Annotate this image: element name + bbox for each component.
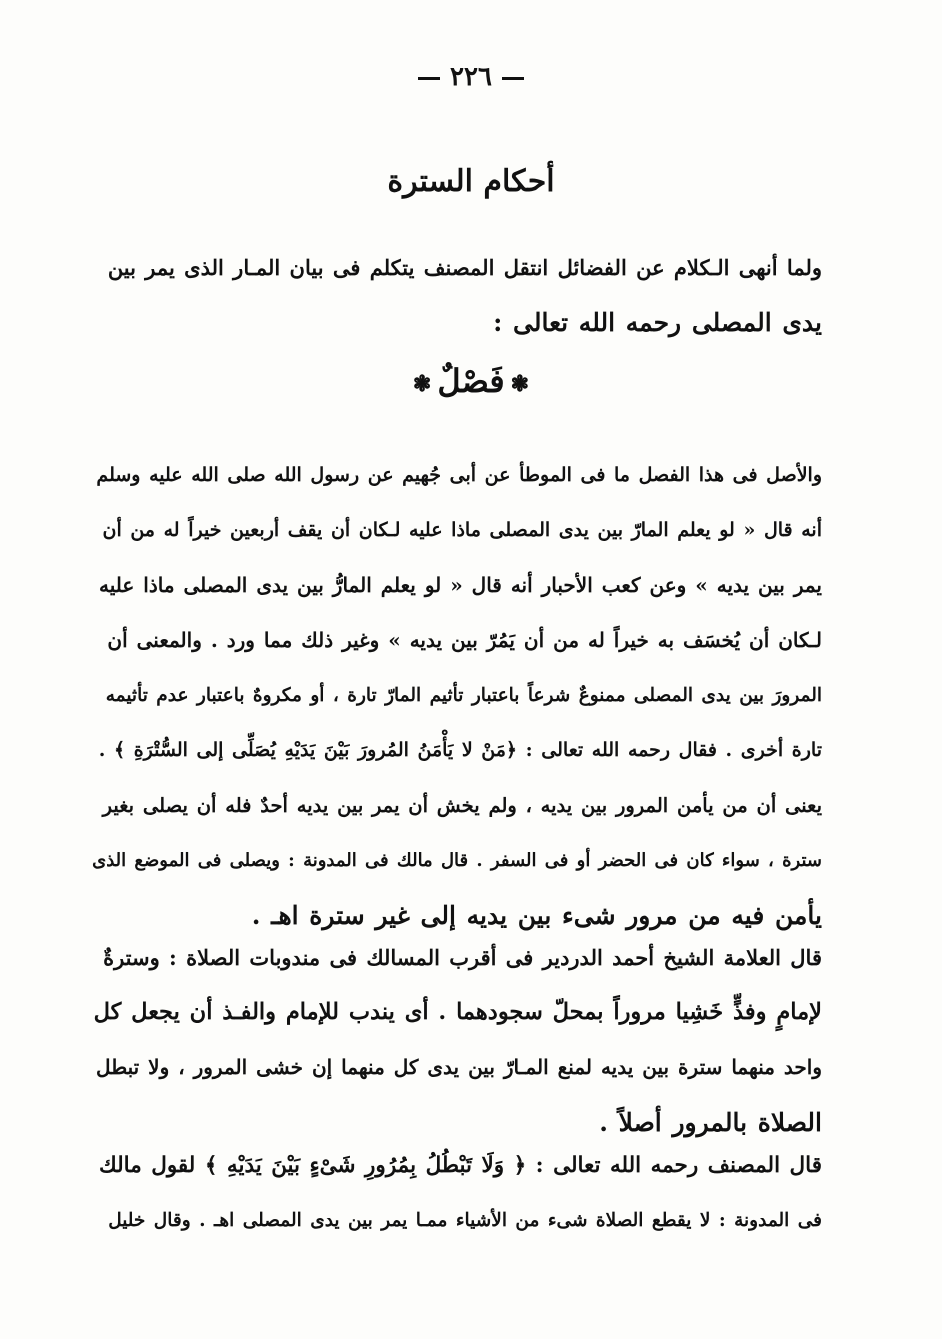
text-line: أنه قال « لو يعلم المارّ بين يدى المصلى ماذا عليه لـكان أن يقف أربعين خيراً له من أن bbox=[102, 519, 822, 541]
paragraph-dardir bbox=[92, 930, 822, 1150]
text-line: لـكان أن يُخسَف به خيراً له من أن يَمُرّ بين يديه » وغير ذلك مما ورد . والمعنى أن bbox=[107, 628, 822, 652]
text-line: واحد منهما سترة بين يديه لمنع المـارّ بين يدى كل منهما إن خشى المرور ، ولا تبطل bbox=[96, 1055, 822, 1079]
text-line: تارة أخرى . فقال رحمه الله تعالى : ﴿مَنْ لا يَأْمَنُ المُرورَ بَيْنَ يَدَيْهِ يُصَلِّى إلى السُّتْرَةِ ﴾ . bbox=[98, 739, 822, 761]
chapter-heading bbox=[0, 362, 942, 400]
text-line: يدى المصلى رحمه الله تعالى : bbox=[493, 308, 822, 337]
text-line: قال المصنف رحمه الله تعالى : ﴿ وَلَا تَبْطُلُ بِمُرُورِ شَىْءٍ بَيْنَ يَدَيْهِ ﴾ لقول مالك bbox=[98, 1153, 822, 1178]
text-line: المرورَ بين يدى المصلى ممنوعٌ شرعاً باعتبار تأثيم المارّ تارة ، أو مكروهٌ باعتبار عدم تأثيمه bbox=[105, 685, 822, 706]
dash-right bbox=[502, 77, 524, 80]
text-line: والأصل فى هذا الفصل ما فى الموطأ عن أبى جُهيم عن رسول الله صلى الله عليه وسلم bbox=[96, 464, 822, 486]
text-line: يعنى أن من يأمن المرور بين يديه ، ولم يخش أن يمر بين يديه أحدٌ فله أن يصلى بغير bbox=[102, 794, 822, 817]
text-line: سترة ، سواء كان فى الحضر أو فى السفر . قال مالك فى المدونة : ويصلى فى الموضع الذى bbox=[92, 850, 822, 871]
text-line: يمر بين يديه » وعن كعب الأحبار أنه قال « لو يعلم المارُّ بين يدى المصلى ماذا عليه bbox=[99, 573, 822, 597]
page-number bbox=[0, 62, 942, 92]
text-line: الصلاة بالمرور أصلاً . bbox=[599, 1108, 822, 1137]
text-line: فى المدونة : لا يقطع الصلاة شىء من الأشياء ممـا يمر بين يدى المصلى اهـ . وقال خليل bbox=[108, 1210, 822, 1231]
text-line: يأمن فيه من مرور شىء بين يديه إلى غير سترة اهـ . bbox=[251, 901, 822, 930]
text-line: لإمامٍ وفذٍّ خَشِيا مروراً بمحلّ سجودهما . أى يندب للإمام والفـذ أن يجعل كل bbox=[93, 999, 822, 1025]
section-title: أحكام السترة bbox=[387, 164, 555, 199]
paragraph-intro bbox=[92, 240, 822, 350]
chapter-heading-text: فَصْلٌ bbox=[437, 362, 505, 400]
paragraph-hadith bbox=[92, 448, 822, 943]
ornament-icon: ❃ bbox=[510, 370, 530, 397]
paragraph-author bbox=[92, 1138, 822, 1248]
dash-left bbox=[418, 77, 440, 80]
page-number-text: ٢٢٦ bbox=[450, 62, 492, 92]
ornament-icon: ❃ bbox=[412, 370, 432, 397]
text-line: ولما أنهى الـكلام عن الفضائل انتقل المصنف يتكلم فى بيان المـار الذى يمر بين bbox=[107, 255, 822, 280]
text-line: قال العلامة الشيخ أحمد الدردير فى أقرب المسالك فى مندوبات الصلاة : وسترةٌ bbox=[103, 945, 822, 970]
